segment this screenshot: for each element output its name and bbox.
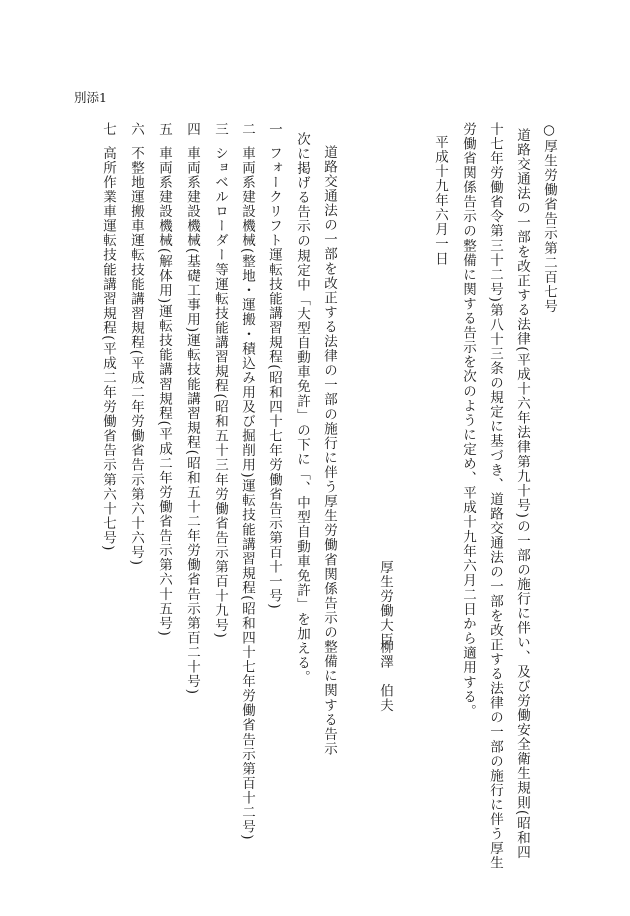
notice-body-line-2: 十七年労働省令第三十二号)第八十三条の規定に基づき、道路交通法の一部を改正する法律の一部の施行に伴う厚生 bbox=[487, 122, 503, 871]
section-title: 道路交通法の一部を改正する法律の一部の施行に伴う厚生労働省関係告示の整備に関する告示 bbox=[321, 145, 337, 757]
list-item-number: 四 bbox=[184, 122, 200, 137]
list-item-text: 車両系建設機械(解体用)運転技能講習規程(平成二年労働省告示第六十五号) bbox=[156, 146, 172, 637]
list-item-text: 不整地運搬車運転技能講習規程(平成二年労働省告示第六十六号) bbox=[128, 146, 144, 567]
notice-number: ○厚生労働省告示第二百七号 bbox=[541, 122, 557, 314]
notice-body-line-1: 道路交通法の一部を改正する法律(平成十六年法律第九十号)の一部の施行に伴い、及び労働安全衛生規則(昭和四 bbox=[514, 128, 530, 860]
list-item-text: 高所作業車運転技能講習規程(平成二年労働省告示第六十七号) bbox=[100, 146, 116, 552]
list-item-number: 五 bbox=[156, 122, 172, 137]
list-item-number: 六 bbox=[128, 122, 144, 137]
notice-body-line-3: 労働省関係告示の整備に関する告示を次のように定め、平成十九年六月二日から適用する。 bbox=[460, 122, 476, 719]
signer-name: 柳澤 伯夫 bbox=[377, 640, 393, 713]
notice-date: 平成十九年六月一日 bbox=[432, 135, 448, 266]
list-item-text: 車両系建設機械(整地・運搬・積込み用及び掘削用)運転技能講習規程(昭和四十七年労働省告示第百十二号) bbox=[239, 146, 255, 841]
list-item-number: 七 bbox=[100, 122, 116, 137]
list-item-number: 一 bbox=[266, 122, 282, 137]
attachment-label: 別添1 bbox=[74, 90, 107, 105]
list-item-text: フォークリフト運転技能講習規程(昭和四十七年労働省告示第百十一号) bbox=[266, 146, 282, 610]
list-item-text: ショベルローダー等運転技能講習規程(昭和五十三年労働省告示第百十九号) bbox=[212, 146, 228, 639]
list-item-text: 車両系建設機械(基礎工事用)運転技能講習規程(昭和五十二年労働省告示第百二十号) bbox=[184, 146, 200, 696]
section-intro: 次に掲げる告示の規定中「大型自動車免許」の下に「、中型自動車免許」を加える。 bbox=[294, 132, 310, 685]
list-item-number: 三 bbox=[212, 122, 228, 137]
signer-title: 厚生労働大臣 bbox=[377, 560, 393, 648]
list-item-number: 二 bbox=[239, 122, 255, 137]
